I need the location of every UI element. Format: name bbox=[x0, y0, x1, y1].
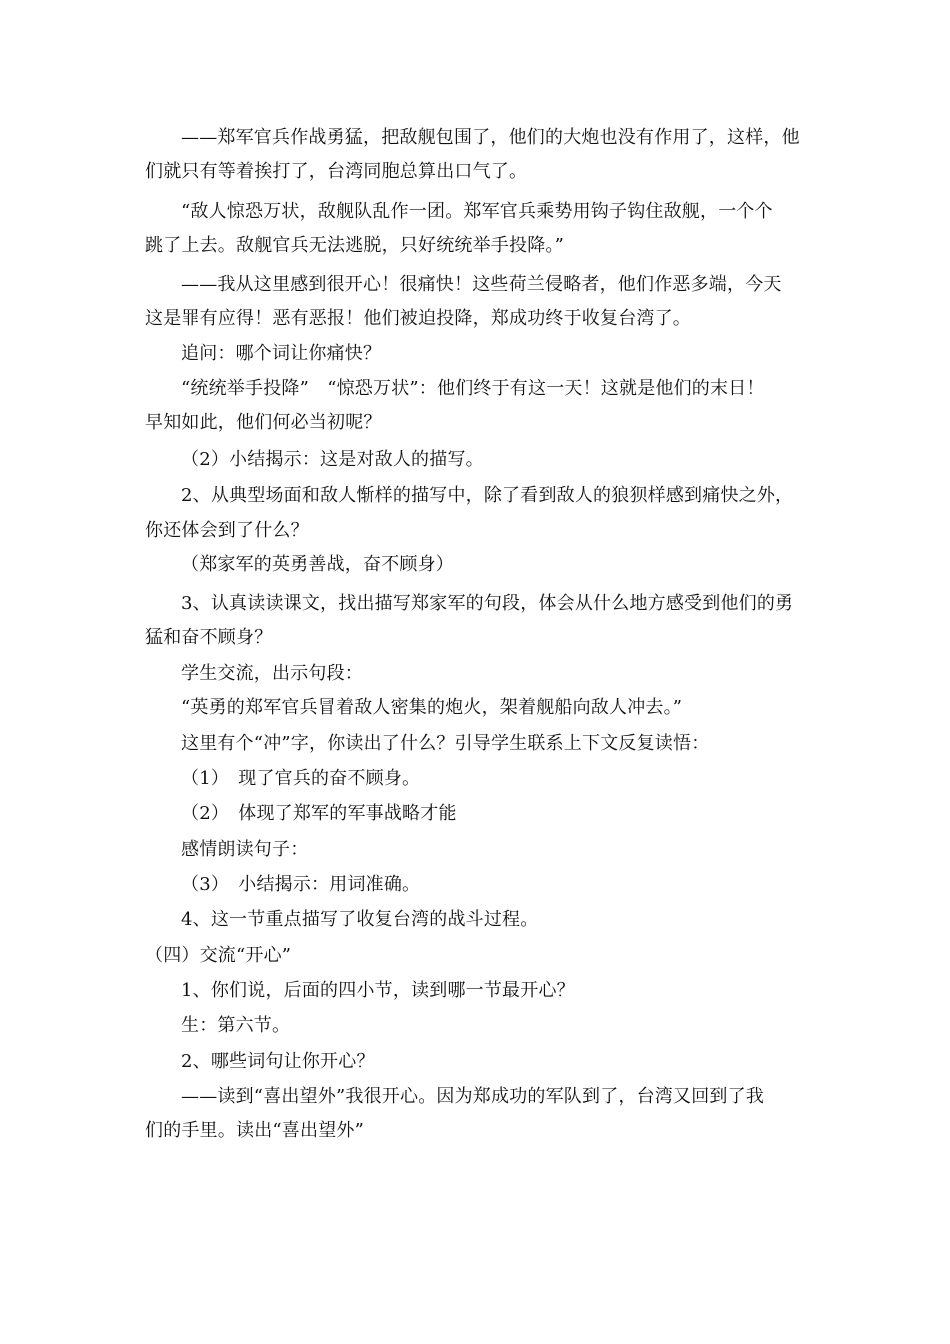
paragraph-line: 学生交流，出示句段： bbox=[181, 663, 363, 684]
paragraph-line: （2）小结揭示：这是对敌人的描写。 bbox=[181, 449, 484, 470]
paragraph-line: 这是罪有应得！恶有恶报！他们被迫投降，郑成功终于收复台湾了。 bbox=[145, 308, 691, 329]
paragraph-line: 你还体会到了什么？ bbox=[145, 520, 309, 541]
paragraph-line: （郑家军的英勇善战，奋不顾身） bbox=[181, 554, 454, 575]
paragraph-line: “英勇的郑军官兵冒着敌人密集的炮火，架着舰船向敌人冲去。” bbox=[181, 697, 683, 718]
paragraph-line: “敌人惊恐万状，敌舰队乱作一团。郑军官兵乘势用钩子钩住敌舰，一个个 bbox=[181, 201, 773, 222]
paragraph-line: 追问：哪个词让你痛快？ bbox=[181, 343, 382, 364]
paragraph-line: 们的手里。读出“喜出望外” bbox=[145, 1120, 365, 1141]
paragraph-line: 生：第六节。 bbox=[181, 1015, 291, 1036]
paragraph-line: 2、哪些词句让你开心？ bbox=[181, 1051, 375, 1072]
paragraph-line: 跳了上去。敌舰官兵无法逃脱，只好统统举手投降。” bbox=[145, 235, 564, 256]
paragraph-line: 们就只有等着挨打了，台湾同胞总算出口气了。 bbox=[145, 161, 528, 182]
paragraph-line: 猛和奋不顾身？ bbox=[145, 627, 273, 648]
paragraph-line: 3、认真读读课文，找出描写郑家军的句段，体会从什么地方感受到他们的勇 bbox=[181, 593, 794, 614]
paragraph-line: （2） 体现了郑军的军事战略才能 bbox=[181, 803, 457, 824]
section-heading: （四）交流“开心” bbox=[145, 945, 292, 966]
paragraph-line: “统统举手投降” “惊恐万状”：他们终于有这一天！这就是他们的末日！ bbox=[181, 378, 765, 399]
paragraph-line: 感情朗读句子： bbox=[181, 839, 309, 860]
paragraph-line: 这里有个“冲”字，你读出了什么？引导学生联系上下文反复读悟： bbox=[181, 733, 710, 754]
paragraph-line: 4、这一节重点描写了收复台湾的战斗过程。 bbox=[181, 909, 539, 930]
paragraph-line: （3） 小结揭示：用词准确。 bbox=[181, 874, 421, 895]
paragraph-line: 早知如此，他们何必当初呢？ bbox=[145, 412, 382, 433]
paragraph-line: （1） 现了官兵的奋不顾身。 bbox=[181, 768, 421, 789]
paragraph-line: 2、从典型场面和敌人惭样的描写中，除了看到敌人的狼狈样感到痛快之外， bbox=[181, 485, 794, 506]
paragraph-line: ——郑军官兵作战勇猛，把敌舰包围了，他们的大炮也没有作用了，这样，他 bbox=[181, 127, 800, 148]
paragraph-line: ——读到“喜出望外”我很开心。因为郑成功的军队到了，台湾又回到了我 bbox=[181, 1086, 765, 1107]
paragraph-line: 1、你们说，后面的四小节，读到哪一节最开心？ bbox=[181, 980, 575, 1001]
paragraph-line: ——我从这里感到很开心！很痛快！这些荷兰侵略者，他们作恶多端，今天 bbox=[181, 274, 782, 295]
